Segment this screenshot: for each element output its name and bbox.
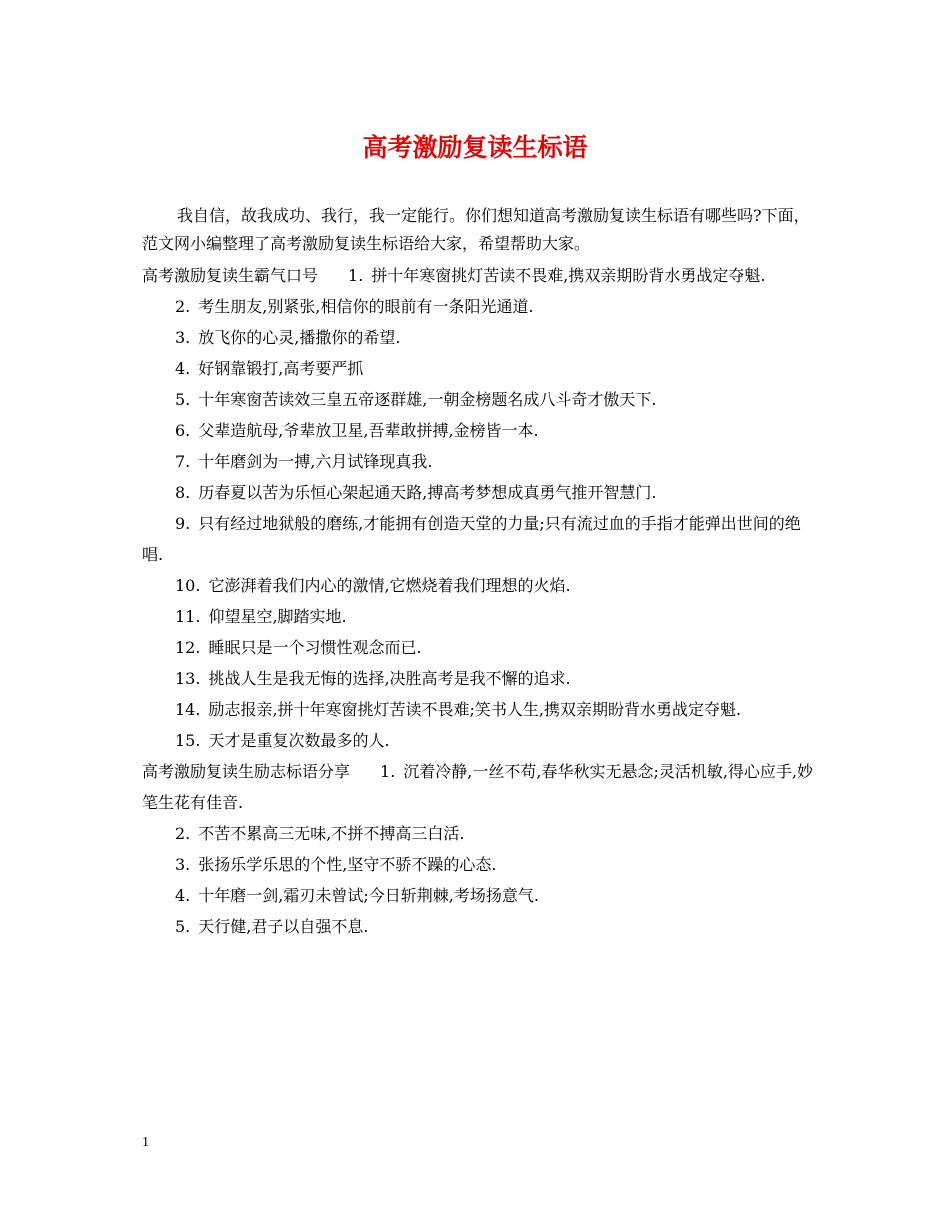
item-number: 5.	[175, 917, 191, 936]
section-1-list	[142, 291, 814, 756]
item-number: 1.	[348, 266, 364, 285]
list-item	[142, 415, 814, 446]
item-number: 13.	[175, 669, 201, 688]
list-item	[142, 291, 814, 322]
item-number: 14.	[175, 700, 201, 719]
section-1-heading: 高考激励复读生霸气口号	[142, 266, 319, 285]
item-number: 2.	[175, 297, 191, 316]
list-item	[142, 663, 814, 694]
item-text: 好钢靠锻打,高考要严抓	[198, 359, 364, 378]
item-text: 放飞你的心灵,播撒你的希望.	[198, 328, 401, 347]
item-number: 4.	[175, 886, 191, 905]
item-number: 7.	[175, 452, 191, 471]
item-text: 挑战人生是我无悔的选择,决胜高考是我不懈的追求.	[208, 669, 571, 688]
item-number: 5.	[175, 390, 191, 409]
item-number: 4.	[175, 359, 191, 378]
item-text: 十年磨剑为一搏,六月试锋现真我.	[198, 452, 433, 471]
item-text: 张扬乐学乐思的个性,坚守不骄不躁的心态.	[198, 855, 497, 874]
list-item	[142, 818, 814, 849]
page-number: 1	[142, 1135, 149, 1150]
item-text: 历春夏以苦为乐恒心架起通天路,搏高考梦想成真勇气推开智慧门.	[198, 483, 657, 502]
item-number: 11.	[175, 607, 201, 626]
item-text: 天行健,君子以自强不息.	[198, 917, 369, 936]
list-item	[142, 601, 814, 632]
item-text: 它澎湃着我们内心的激情,它燃烧着我们理想的火焰.	[208, 576, 571, 595]
item-number: 6.	[175, 421, 191, 440]
item-text: 十年寒窗苦读效三皇五帝逐群雄,一朝金榜题名成八斗奇才傲天下.	[198, 390, 657, 409]
item-text: 仰望星空,脚踏实地.	[208, 607, 347, 626]
list-item	[142, 384, 814, 415]
item-text: 沉着冷静,一丝不苟,春华秋实无悬念;灵活机敏,得心应手,妙笔生花有佳音.	[142, 762, 814, 812]
item-text: 十年磨一剑,霜刃未曾试;今日斩荆棘,考场扬意气.	[198, 886, 539, 905]
section-1-first-line	[142, 260, 814, 291]
list-item	[142, 477, 814, 508]
list-item	[142, 508, 814, 570]
intro-paragraph: 我自信，故我成功、我行，我一定能行。你们想知道高考激励复读生标语有哪些吗?下面，范文网小编整理了高考激励复读生标语给大家，希望帮助大家。	[142, 206, 810, 253]
item-number: 3.	[175, 328, 191, 347]
item-text: 励志报亲,拼十年寒窗挑灯苦读不畏难;笑书人生,携双亲期盼背水勇战定夺魁.	[208, 700, 742, 719]
item-number: 10.	[175, 576, 201, 595]
list-item	[142, 725, 814, 756]
list-item	[142, 446, 814, 477]
item-number: 1.	[380, 762, 396, 781]
list-item	[142, 880, 814, 911]
item-text: 只有经过地狱般的磨练,才能拥有创造天堂的力量;只有流过血的手指才能弹出世间的绝唱.	[142, 514, 801, 564]
item-number: 2.	[175, 824, 191, 843]
item-text: 不苦不累高三无味,不拼不搏高三白活.	[198, 824, 465, 843]
list-item	[142, 694, 814, 725]
list-item	[142, 911, 814, 942]
item-number: 12.	[175, 638, 201, 657]
item-text: 拼十年寒窗挑灯苦读不畏难,携双亲期盼背水勇战定夺魁.	[371, 266, 766, 285]
item-text: 睡眠只是一个习惯性观念而已.	[208, 638, 422, 657]
item-text: 考生朋友,别紧张,相信你的眼前有一条阳光通道.	[198, 297, 534, 316]
list-item	[142, 570, 814, 601]
document-body	[142, 202, 814, 942]
item-text: 父辈造航母,爷辈放卫星,吾辈敢拼搏,金榜皆一本.	[198, 421, 539, 440]
section-2-list	[142, 818, 814, 942]
item-text: 天才是重复次数最多的人.	[208, 731, 390, 750]
list-item	[142, 353, 814, 384]
list-item	[142, 632, 814, 663]
list-item	[142, 322, 814, 353]
item-number: 15.	[175, 731, 201, 750]
section-2-first-line	[142, 756, 814, 818]
item-number: 8.	[175, 483, 191, 502]
list-item	[142, 849, 814, 880]
document-title: 高考激励复读生标语	[362, 133, 588, 162]
item-number: 3.	[175, 855, 191, 874]
item-number: 9.	[175, 514, 191, 533]
section-2-heading: 高考激励复读生励志标语分享	[142, 762, 351, 781]
